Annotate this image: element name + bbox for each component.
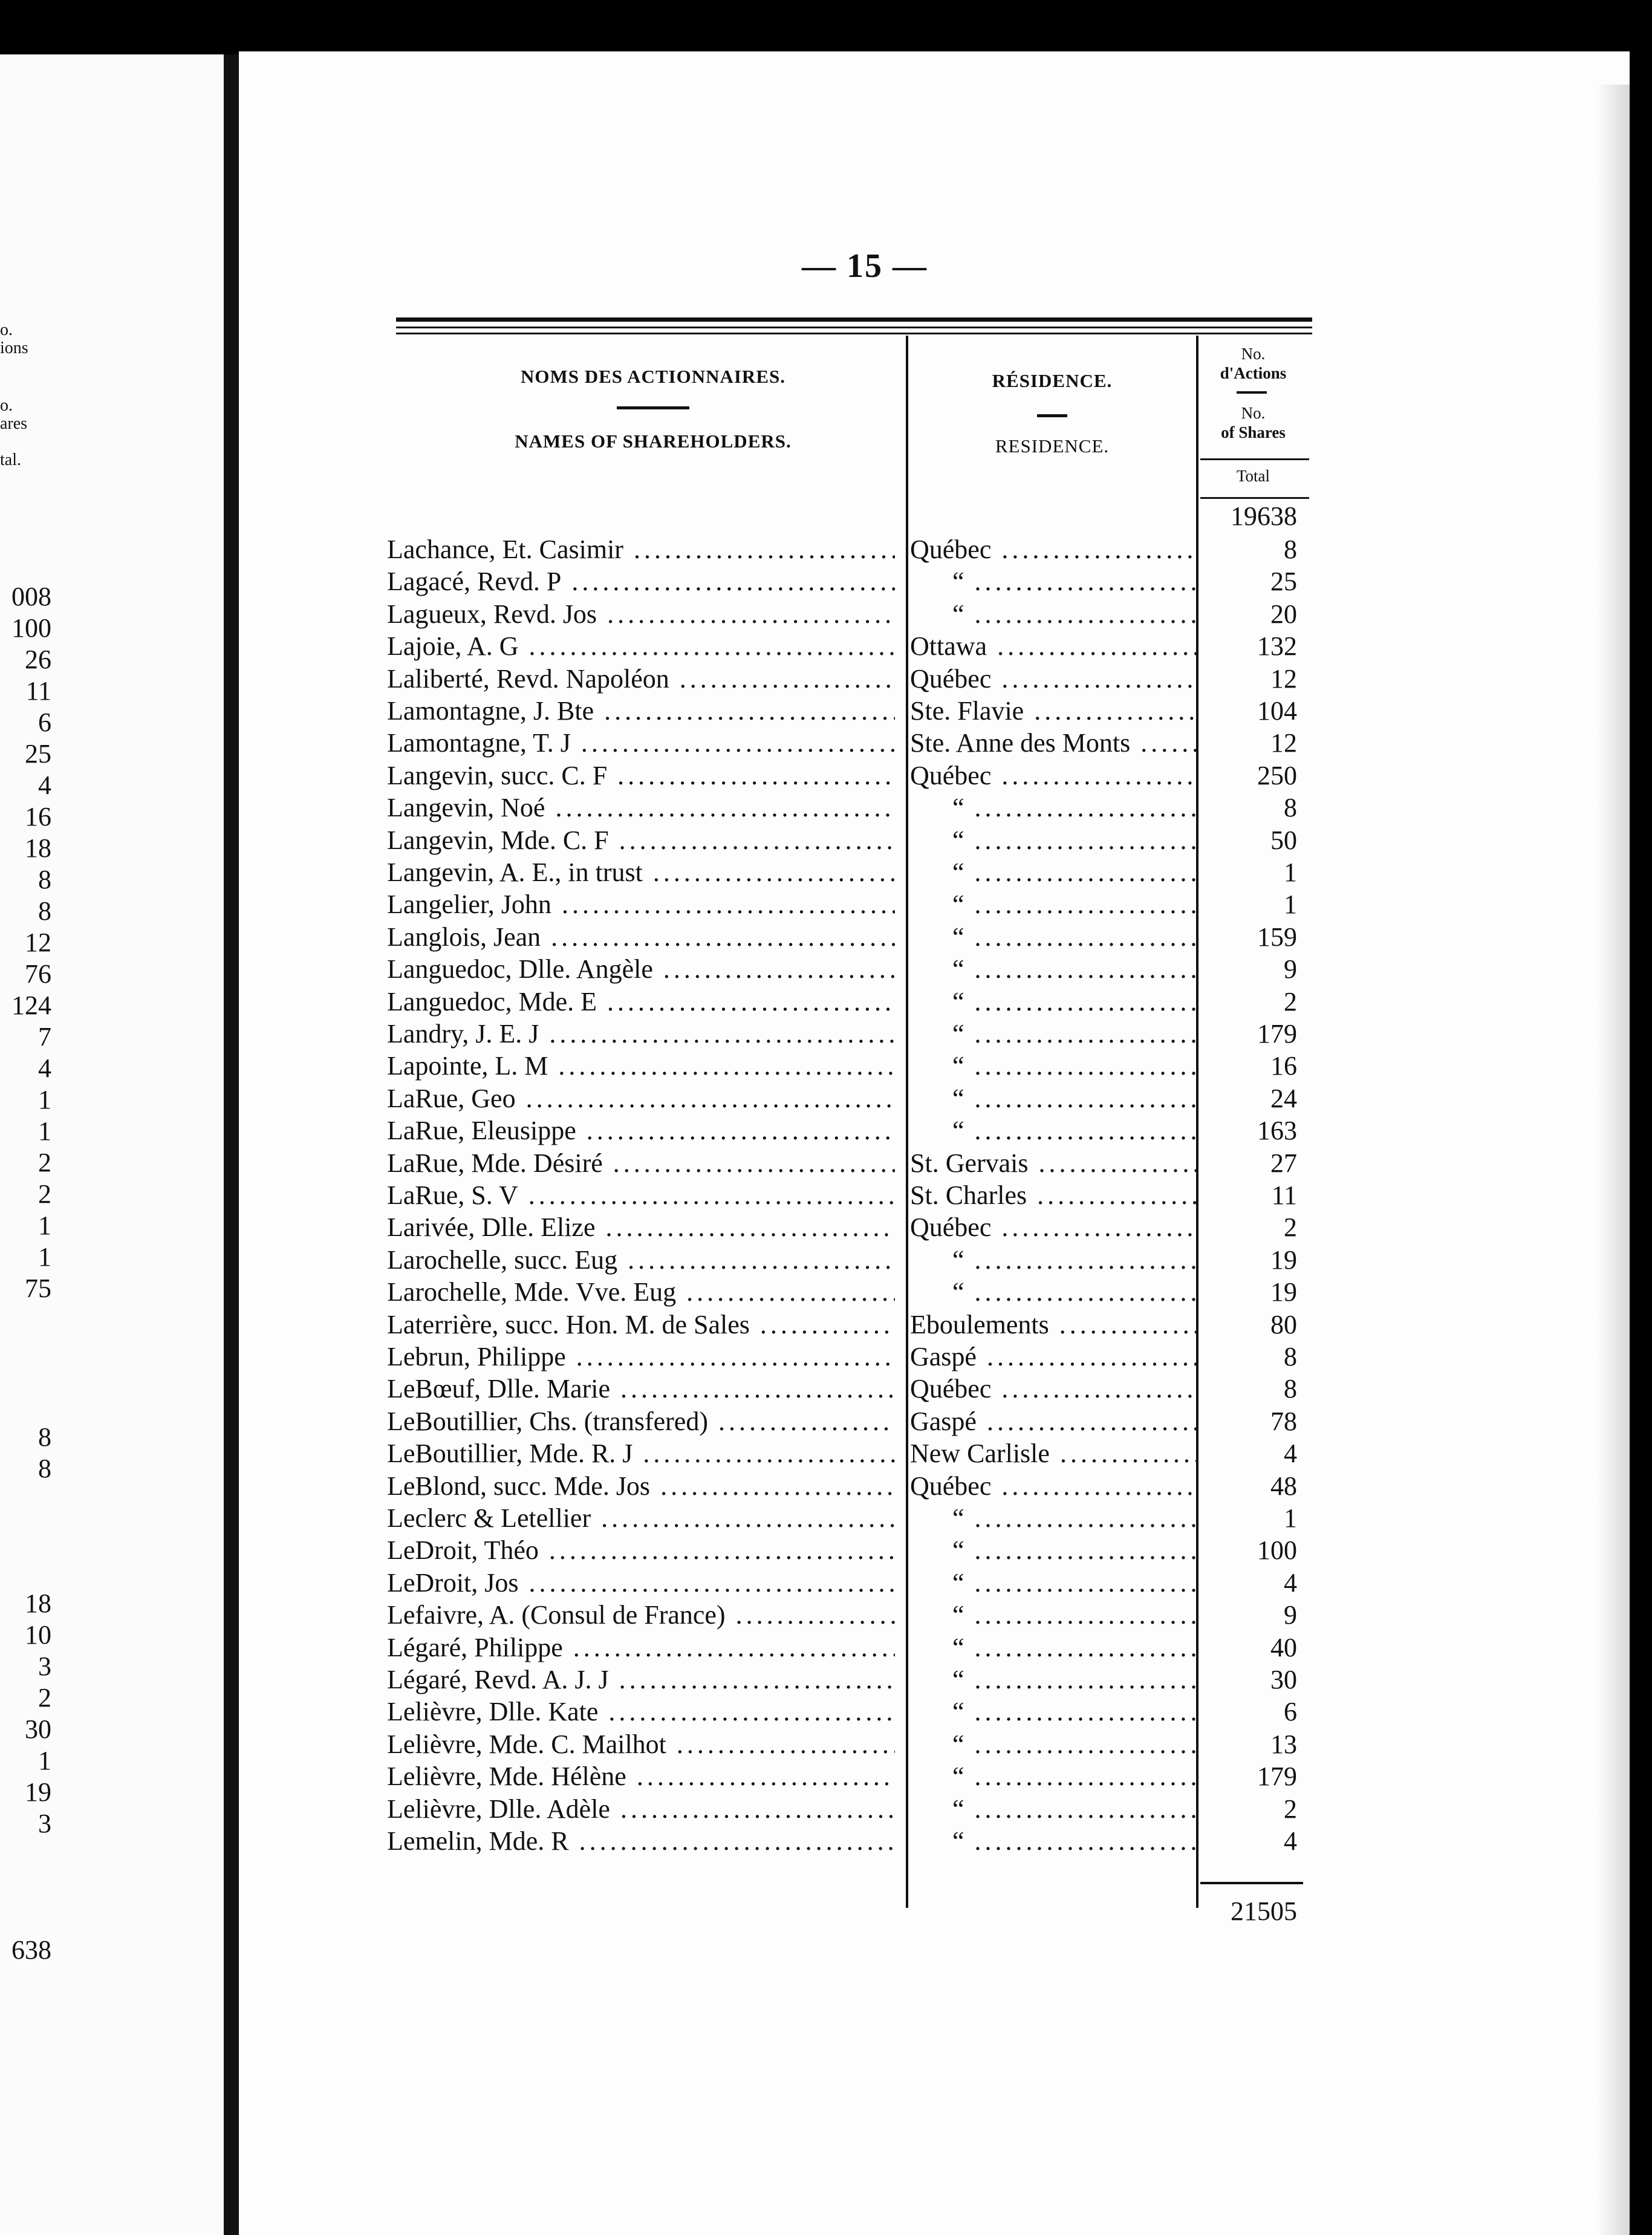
shareholder-residence: “ ..... — [910, 1502, 1197, 1534]
left-page-number: 100 — [11, 613, 51, 643]
shareholder-shares: 30 — [1270, 1665, 1297, 1694]
left-page-header-4: ares — [0, 414, 28, 433]
left-page-header-5: tal. — [0, 451, 21, 469]
table-row — [387, 695, 1300, 727]
shareholder-residence: “ ..... — [910, 1567, 1197, 1599]
shareholder-shares: 16 — [1270, 1051, 1297, 1081]
shareholder-shares: 8 — [1284, 1342, 1297, 1371]
table-row — [387, 1341, 1300, 1373]
shareholder-shares: 2 — [1284, 1212, 1297, 1243]
left-page-number: 10 — [25, 1620, 51, 1650]
table-row — [387, 565, 1300, 597]
shareholder-residence: “ ..... — [910, 986, 1197, 1018]
table-row — [387, 1373, 1300, 1405]
header-top-rule-thin-2 — [396, 333, 1312, 334]
shares-header-fr-2: d'Actions — [1220, 364, 1287, 382]
shareholder-shares: 13 — [1270, 1729, 1297, 1759]
shareholder-shares: 132 — [1257, 631, 1297, 662]
names-header-dash — [617, 406, 689, 409]
shareholder-shares: 6 — [1284, 1697, 1297, 1727]
table-row — [387, 1793, 1300, 1825]
shareholder-residence: Ste. Flavie ..... — [910, 695, 1197, 727]
grand-total: 21505 — [1231, 1896, 1297, 1926]
table-row — [387, 1599, 1300, 1631]
shareholder-name: Larivée, Dlle. Elize ..... — [387, 1211, 895, 1243]
table-row — [387, 1179, 1300, 1211]
left-page-number: 2 — [38, 1148, 51, 1177]
shareholder-shares: 20 — [1270, 599, 1297, 629]
table-row — [387, 986, 1300, 1018]
shareholder-residence: “ ..... — [910, 1244, 1197, 1276]
left-page-number: 3 — [38, 1809, 51, 1838]
shareholder-residence: “ ..... — [910, 1050, 1197, 1082]
left-page — [0, 54, 224, 2235]
left-page-number: 19 — [25, 1777, 51, 1807]
left-page-header-1: o. — [0, 320, 13, 339]
table-row — [387, 1309, 1300, 1341]
shareholder-shares: 8 — [1284, 535, 1297, 564]
shareholder-name: Lagacé, Revd. P ..... — [387, 565, 895, 597]
total-header-rule — [1200, 458, 1309, 460]
shareholder-shares: 80 — [1270, 1309, 1297, 1339]
shareholder-residence: New Carlisle ..... — [910, 1437, 1197, 1469]
shareholder-shares: 19 — [1270, 1277, 1297, 1307]
shareholder-name: Langelier, John ..... — [387, 888, 895, 920]
shareholder-shares: 1 — [1284, 1503, 1297, 1533]
shareholder-shares: 100 — [1257, 1535, 1297, 1566]
table-row — [387, 1534, 1300, 1566]
shareholder-name: Lefaivre, A. (Consul de France) ..... — [387, 1599, 895, 1631]
shareholder-name: Larochelle, Mde. Vve. Eug ..... — [387, 1276, 895, 1308]
residence-header-en: RESIDENCE. — [995, 435, 1110, 457]
page-number: — 15 — — [802, 247, 928, 285]
shareholder-residence: “ ..... — [910, 1632, 1197, 1664]
left-page-number: 76 — [25, 959, 51, 989]
shareholder-shares: 250 — [1257, 760, 1297, 790]
left-page-number: 7 — [38, 1022, 51, 1052]
shareholder-shares: 48 — [1270, 1471, 1297, 1501]
page-edge — [1596, 85, 1630, 2235]
shareholder-shares: 12 — [1270, 728, 1297, 758]
shareholder-name: Lelièvre, Dlle. Kate ..... — [387, 1696, 895, 1728]
table-row — [387, 1114, 1300, 1147]
left-page-number: 11 — [25, 676, 51, 706]
table-row — [387, 824, 1300, 856]
left-page-number: 4 — [38, 770, 51, 800]
header-top-rule-thin — [396, 327, 1312, 328]
shareholder-shares: 9 — [1284, 1600, 1297, 1630]
table-row — [387, 1760, 1300, 1792]
left-page-number: 4 — [38, 1053, 51, 1083]
shareholder-name: Lamontagne, J. Bte ..... — [387, 695, 895, 727]
table-row — [387, 1018, 1300, 1050]
table-row — [387, 727, 1300, 759]
shareholder-name: Lelièvre, Mde. Hélène ..... — [387, 1760, 895, 1792]
shareholder-name: LeBoutillier, Mde. R. J ..... — [387, 1437, 895, 1469]
shareholder-shares: 159 — [1257, 922, 1297, 952]
shareholder-name: Légaré, Philippe ..... — [387, 1632, 895, 1664]
left-page-number: 30 — [25, 1714, 51, 1744]
shareholder-residence: “ ..... — [910, 1082, 1197, 1114]
left-page-number: 124 — [11, 991, 51, 1020]
left-page-number: 6 — [38, 708, 51, 737]
shareholder-shares: 1 — [1284, 890, 1297, 920]
shareholder-residence: Gaspé ..... — [910, 1405, 1197, 1437]
shareholder-shares: 179 — [1257, 1019, 1297, 1049]
shareholder-residence: Québec ..... — [910, 1470, 1197, 1502]
left-page-number: 12 — [25, 928, 51, 957]
table-row — [387, 1470, 1300, 1502]
shareholder-name: Landry, J. E. J ..... — [387, 1018, 895, 1050]
shareholder-residence: “ ..... — [910, 1664, 1197, 1696]
shareholder-name: Lajoie, A. G ..... — [387, 630, 895, 662]
shareholder-name: Laliberté, Revd. Napoléon ..... — [387, 663, 895, 695]
shareholder-name: LaRue, S. V ..... — [387, 1179, 895, 1211]
shareholder-shares: 24 — [1270, 1083, 1297, 1113]
left-page-number: 1 — [38, 1242, 51, 1272]
left-page-number: 8 — [38, 1422, 51, 1452]
left-page-number: 18 — [25, 1589, 51, 1618]
shareholder-name: LeBoutillier, Chs. (transfered) ..... — [387, 1405, 895, 1437]
shareholder-shares: 8 — [1284, 1374, 1297, 1404]
shareholder-name: Langevin, succ. C. F ..... — [387, 760, 895, 792]
shareholder-residence: Eboulements ..... — [910, 1309, 1197, 1341]
left-page-header-3: o. — [0, 396, 13, 415]
shareholder-shares: 50 — [1270, 825, 1297, 855]
shareholder-shares: 2 — [1284, 986, 1297, 1017]
left-page-number: 8 — [38, 865, 51, 894]
shareholder-name: Lelièvre, Mde. C. Mailhot ..... — [387, 1728, 895, 1760]
names-header-en: NAMES OF SHAREHOLDERS. — [515, 431, 792, 452]
shareholder-name: LaRue, Eleusippe ..... — [387, 1114, 895, 1147]
table-row — [387, 1211, 1300, 1243]
left-page-number: 1 — [38, 1116, 51, 1146]
shareholder-name: Larochelle, succ. Eug ..... — [387, 1244, 895, 1276]
shareholder-name: Languedoc, Dlle. Angèle ..... — [387, 953, 895, 985]
left-page-number: 16 — [25, 802, 51, 831]
table-row — [387, 1825, 1300, 1857]
header-bottom-rule — [1200, 497, 1309, 499]
shareholder-name: Languedoc, Mde. E ..... — [387, 986, 895, 1018]
table-row — [387, 1050, 1300, 1082]
shareholder-residence: “ ..... — [910, 1728, 1197, 1760]
shares-header-dash — [1237, 391, 1267, 394]
left-page-number: 1 — [38, 1085, 51, 1114]
shareholder-shares: 25 — [1270, 567, 1297, 597]
shareholder-shares: 163 — [1257, 1116, 1297, 1146]
header-top-rule-thick — [396, 317, 1312, 322]
shareholder-shares: 4 — [1284, 1826, 1297, 1856]
shareholder-shares: 1 — [1284, 857, 1297, 887]
shareholder-name: Légaré, Revd. A. J. J ..... — [387, 1664, 895, 1696]
shareholder-shares: 9 — [1284, 954, 1297, 984]
shareholder-name: LeDroit, Jos ..... — [387, 1567, 895, 1599]
left-page-header-2: ions — [0, 339, 28, 357]
table-row — [387, 630, 1300, 662]
residence-header-fr: RÉSIDENCE. — [992, 370, 1113, 391]
shareholder-residence: Québec ..... — [910, 663, 1197, 695]
shareholder-residence: “ ..... — [910, 1793, 1197, 1825]
shareholder-name: Lachance, Et. Casimir ..... — [387, 533, 895, 565]
table-row — [387, 888, 1300, 920]
shareholder-residence: “ ..... — [910, 1696, 1197, 1728]
left-page-number: 18 — [25, 833, 51, 863]
table-row — [387, 1405, 1300, 1437]
shareholder-shares: 11 — [1271, 1180, 1297, 1210]
table-row — [387, 1147, 1300, 1179]
table-row — [387, 598, 1300, 630]
shareholder-shares: 4 — [1284, 1567, 1297, 1598]
shareholder-residence: “ ..... — [910, 888, 1197, 920]
carried-forward-total: 19638 — [1231, 501, 1297, 531]
left-page-number: 75 — [25, 1274, 51, 1303]
shareholder-shares: 78 — [1270, 1406, 1297, 1436]
shareholder-shares: 4 — [1284, 1439, 1297, 1469]
shareholder-name: LaRue, Mde. Désiré ..... — [387, 1147, 895, 1179]
shareholder-name: Langlois, Jean ..... — [387, 921, 895, 953]
left-page-number: 1 — [38, 1211, 51, 1240]
left-page-number: 26 — [25, 645, 51, 674]
shareholder-residence: “ ..... — [910, 598, 1197, 630]
table-row — [387, 1696, 1300, 1728]
shareholder-name: Laterrière, succ. Hon. M. de Sales ..... — [387, 1309, 895, 1341]
shareholder-name: Lebrun, Philippe ..... — [387, 1341, 895, 1373]
shareholder-shares: 2 — [1284, 1794, 1297, 1824]
left-page-number: 1 — [38, 1746, 51, 1775]
table-row — [387, 856, 1300, 888]
table-row — [387, 533, 1300, 565]
shareholder-residence: “ ..... — [910, 953, 1197, 985]
shareholder-shares: 27 — [1270, 1148, 1297, 1178]
shareholder-name: Leclerc & Letellier ..... — [387, 1502, 895, 1534]
left-page-number: 8 — [38, 896, 51, 926]
shareholder-name: LeBlond, succ. Mde. Jos ..... — [387, 1470, 895, 1502]
gutter-shadow — [224, 54, 239, 2235]
shareholder-residence: “ ..... — [910, 1760, 1197, 1792]
table-row — [387, 1244, 1300, 1276]
residence-header-dash — [1037, 414, 1067, 417]
shareholder-name: Lagueux, Revd. Jos ..... — [387, 598, 895, 630]
names-header-fr: NOMS DES ACTIONNAIRES. — [520, 366, 785, 387]
table-row — [387, 792, 1300, 824]
shareholder-residence: “ ..... — [910, 921, 1197, 953]
shareholder-residence: “ ..... — [910, 1825, 1197, 1857]
shares-header-en-1: No. — [1241, 404, 1266, 422]
shareholder-residence: “ ..... — [910, 856, 1197, 888]
table-row — [387, 953, 1300, 985]
table-row — [387, 760, 1300, 792]
shareholder-name: LeBœuf, Dlle. Marie ..... — [387, 1373, 895, 1405]
shareholder-residence: Ste. Anne des Monts ..... — [910, 727, 1197, 759]
shareholder-residence: St. Gervais ..... — [910, 1147, 1197, 1179]
left-page-number: 2 — [38, 1683, 51, 1713]
shareholder-name: Langevin, Noé ..... — [387, 792, 895, 824]
shareholder-residence: Québec ..... — [910, 1211, 1197, 1243]
shareholder-name: Langevin, A. E., in trust ..... — [387, 856, 895, 888]
shareholder-name: LeDroit, Théo ..... — [387, 1534, 895, 1566]
shareholder-name: Lapointe, L. M ..... — [387, 1050, 895, 1082]
shareholder-residence: “ ..... — [910, 565, 1197, 597]
shareholder-name: Langevin, Mde. C. F ..... — [387, 824, 895, 856]
total-header: Total — [1236, 467, 1270, 485]
shares-header-en-2: of Shares — [1221, 423, 1286, 441]
shareholder-shares: 8 — [1284, 793, 1297, 823]
shareholder-residence: Ottawa ..... — [910, 630, 1197, 662]
shareholder-residence: “ ..... — [910, 1534, 1197, 1566]
table-row — [387, 1632, 1300, 1664]
shareholder-residence: Québec ..... — [910, 760, 1197, 792]
shareholder-shares: 40 — [1270, 1632, 1297, 1662]
shareholder-residence: Québec ..... — [910, 533, 1197, 565]
shareholder-shares: 12 — [1270, 663, 1297, 694]
table-row — [387, 1664, 1300, 1696]
shareholder-shares: 19 — [1270, 1244, 1297, 1275]
table-row — [387, 1437, 1300, 1469]
shareholder-shares: 179 — [1257, 1762, 1297, 1792]
shareholder-residence: Gaspé ..... — [910, 1341, 1197, 1373]
left-page-number: 8 — [38, 1454, 51, 1483]
shareholder-name: LaRue, Geo ..... — [387, 1082, 895, 1114]
shareholder-residence: “ ..... — [910, 1114, 1197, 1147]
shareholder-residence: Québec ..... — [910, 1373, 1197, 1405]
shareholder-name: Lelièvre, Dlle. Adèle ..... — [387, 1793, 895, 1825]
table-row — [387, 1502, 1300, 1534]
shareholder-name: Lamontagne, T. J ..... — [387, 727, 895, 759]
shareholder-residence: “ ..... — [910, 824, 1197, 856]
shareholder-name: Lemelin, Mde. R ..... — [387, 1825, 895, 1857]
total-rule — [1200, 1882, 1303, 1884]
shareholder-residence: “ ..... — [910, 792, 1197, 824]
left-page-number: 3 — [38, 1651, 51, 1681]
table-row — [387, 663, 1300, 695]
table-row — [387, 1276, 1300, 1308]
shares-header-fr-1: No. — [1241, 345, 1266, 363]
table-row — [387, 921, 1300, 953]
left-page-total: 638 — [11, 1935, 51, 1965]
shareholder-residence: “ ..... — [910, 1018, 1197, 1050]
table-row — [387, 1567, 1300, 1599]
table-row — [387, 1082, 1300, 1114]
left-page-number: 2 — [38, 1179, 51, 1209]
table-row — [387, 1728, 1300, 1760]
shareholder-residence: “ ..... — [910, 1276, 1197, 1308]
shareholder-shares: 104 — [1257, 696, 1297, 726]
left-page-number: 008 — [11, 582, 51, 611]
left-page-number: 25 — [25, 739, 51, 769]
shareholder-residence: St. Charles ..... — [910, 1179, 1197, 1211]
shareholder-residence: “ ..... — [910, 1599, 1197, 1631]
